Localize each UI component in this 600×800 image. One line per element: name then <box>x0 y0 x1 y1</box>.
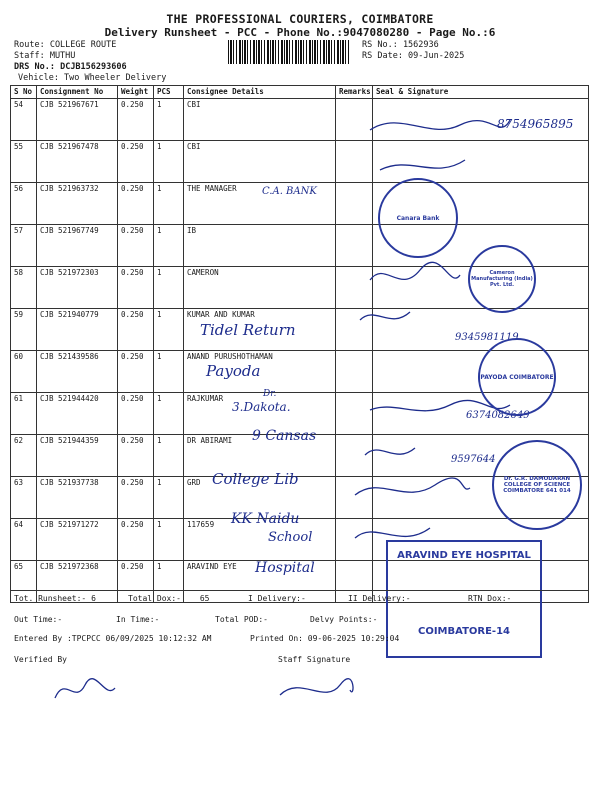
verifier-signature <box>55 679 115 698</box>
company-title: THE PROFESSIONAL COURIERS, COIMBATORE <box>166 12 434 26</box>
total-dox-label: Total Dox:- <box>128 594 181 603</box>
cell-consignee: ARAVIND EYE <box>184 561 336 603</box>
i-delivery: I Delivery:- <box>248 594 306 603</box>
handwriting-r59: Tidel Return <box>200 321 296 339</box>
tot-runsheet: Tot. Runsheet:- 6 <box>14 594 96 603</box>
cell-weight: 0.250 <box>118 393 154 435</box>
handwriting-r64b: School <box>268 530 313 545</box>
rtn-dox: RTN Dox:- <box>468 594 512 603</box>
cell-weight: 0.250 <box>118 141 154 183</box>
cell-consignee: ANAND PURUSHOTHAMAN <box>184 351 336 393</box>
handwritten-phone-2: 9345981119 <box>455 332 519 343</box>
cell-consignment-no: CJB 521967671 <box>37 99 118 141</box>
barcode <box>228 40 350 64</box>
cell-pcs: 1 <box>154 561 184 603</box>
college-stamp-name: Dr. G.R. DAMODARAN COLLEGE OF SCIENCE <box>503 476 571 488</box>
signature-r62 <box>365 448 415 455</box>
footer-signatures <box>50 670 380 710</box>
handwritten-phone-3: 6374082649 <box>466 410 530 421</box>
rs-number: RS No.: 1562936 <box>362 40 439 50</box>
cell-consignee: THE MANAGER <box>184 183 336 225</box>
signature-r63 <box>355 478 470 495</box>
cell-sno: 54 <box>11 99 37 141</box>
cell-consignment-no: CJB 521967478 <box>37 141 118 183</box>
handwriting-r61b: 3.Dakota. <box>232 400 291 414</box>
cell-consignee: GRD <box>184 477 336 519</box>
handwriting-r61a: Dr. <box>263 389 277 399</box>
handwritten-phone-1: 8754965895 <box>497 117 574 131</box>
cell-pcs: 1 <box>154 351 184 393</box>
cell-sno: 59 <box>11 309 37 351</box>
cell-weight: 0.250 <box>118 435 154 477</box>
entered-by: Entered By :TPCPCC 06/09/2025 10:12:32 AM <box>14 634 212 643</box>
handwriting-r63: College Lib <box>212 470 299 488</box>
staff-signature-mark <box>280 679 353 695</box>
staff-label: Staff: MUTHU <box>14 51 76 61</box>
cell-consignment-no: CJB 521944420 <box>37 393 118 435</box>
cell-consignment-no: CJB 521439586 <box>37 351 118 393</box>
cell-sno: 55 <box>11 141 37 183</box>
canara-bank-stamp <box>378 178 458 258</box>
cell-sno: 56 <box>11 183 37 225</box>
cell-pcs: 1 <box>154 267 184 309</box>
in-time: In Time:- <box>116 615 160 624</box>
cell-weight: 0.250 <box>118 225 154 267</box>
handwriting-r64a: KK Naidu <box>231 511 300 527</box>
cell-sno: 61 <box>11 393 37 435</box>
col-consignee: Consignee Details <box>184 86 336 99</box>
handwriting-r60: Payoda <box>206 362 261 380</box>
aravind-stamp-title: ARAVIND EYE HOSPITAL <box>397 550 531 561</box>
cell-consignment-no: CJB 521972303 <box>37 267 118 309</box>
cell-consignment-no: CJB 521967749 <box>37 225 118 267</box>
cell-sno: 60 <box>11 351 37 393</box>
cell-weight: 0.250 <box>118 519 154 561</box>
cell-weight: 0.250 <box>118 477 154 519</box>
col-consignment: Consignment No <box>37 86 118 99</box>
cell-weight: 0.250 <box>118 99 154 141</box>
col-seal: Seal & Signature <box>373 86 589 99</box>
cell-pcs: 1 <box>154 225 184 267</box>
cell-consignment-no: CJB 521937738 <box>37 477 118 519</box>
table-header-row <box>11 86 589 99</box>
rs-date: RS Date: 09-Jun-2025 <box>362 51 465 61</box>
col-sno: S No <box>11 86 37 99</box>
cell-pcs: 1 <box>154 393 184 435</box>
cell-weight: 0.250 <box>118 561 154 603</box>
cell-pcs: 1 <box>154 435 184 477</box>
cell-consignment-no: CJB 521944359 <box>37 435 118 477</box>
handwritten-phone-4: 9597644 <box>451 454 496 465</box>
signature-r64 <box>355 528 430 538</box>
total-dox <box>128 594 209 603</box>
cell-sno: 63 <box>11 477 37 519</box>
college-stamp <box>492 440 582 530</box>
cameron-stamp <box>468 245 536 313</box>
cell-consignment-no: CJB 521971272 <box>37 519 118 561</box>
handwriting-r62: 9 Cansas <box>252 428 317 444</box>
cell-pcs: 1 <box>154 141 184 183</box>
col-weight: Weight <box>118 86 154 99</box>
cell-pcs: 1 <box>154 183 184 225</box>
cell-consignee: CAMERON <box>184 267 336 309</box>
cell-sno: 58 <box>11 267 37 309</box>
verified-by: Verified By <box>14 655 67 664</box>
cell-consignment-no: CJB 521940779 <box>37 309 118 351</box>
aravind-stamp-city: COIMBATORE-14 <box>417 626 511 637</box>
college-stamp-text <box>494 476 580 494</box>
payoda-stamp <box>478 338 556 416</box>
vehicle-label: Vehicle: Two Wheeler Delivery <box>18 73 167 83</box>
cell-consignee: IB <box>184 225 336 267</box>
cell-consignee: RAJKUMAR <box>184 393 336 435</box>
handwriting-r56: C.A. BANK <box>262 186 317 197</box>
cell-consignee: CBI <box>184 99 336 141</box>
cell-consignee: CBI <box>184 141 336 183</box>
college-stamp-city: COIMBATORE 641 014 <box>503 488 571 494</box>
col-pcs: PCS <box>154 86 184 99</box>
drs-number <box>14 62 127 72</box>
cell-weight: 0.250 <box>118 309 154 351</box>
cell-weight: 0.250 <box>118 267 154 309</box>
total-pod: Total POD:- <box>215 615 268 624</box>
footer-divider <box>10 590 588 591</box>
signature-r58 <box>370 262 460 280</box>
cell-pcs: 1 <box>154 519 184 561</box>
cell-sno: 64 <box>11 519 37 561</box>
cell-sno: 62 <box>11 435 37 477</box>
signature-r54 <box>370 120 510 130</box>
canara-bank-stamp-text: Canara Bank <box>396 214 440 222</box>
cell-sno: 57 <box>11 225 37 267</box>
drs-value: DCJB156293606 <box>60 62 127 72</box>
runsheet-subtitle: Delivery Runsheet - PCC - Phone No.:9047080280 - Page No.:6 <box>104 26 496 39</box>
cell-consignee: 117659 <box>184 519 336 561</box>
payoda-stamp-text: PAYODA COIMBATORE <box>480 373 554 381</box>
cameron-stamp-text: Cameron Manufacturing (India) Pvt. Ltd. <box>471 270 533 288</box>
cell-consignee: KUMAR AND KUMAR <box>184 309 336 351</box>
signature-r55 <box>380 160 465 170</box>
handwriting-r65: Hospital <box>255 560 315 576</box>
route-label: Route: COLLEGE ROUTE <box>14 40 117 50</box>
cell-consignee: DR ABIRAMI <box>184 435 336 477</box>
cell-weight: 0.250 <box>118 183 154 225</box>
cell-pcs: 1 <box>154 477 184 519</box>
out-time: Out Time:- <box>14 615 63 624</box>
cell-consignment-no: CJB 521972368 <box>37 561 118 603</box>
staff-signature: Staff Signature <box>278 655 351 664</box>
cell-sno: 65 <box>11 561 37 603</box>
cell-pcs: 1 <box>154 309 184 351</box>
ii-delivery: II Delivery:- <box>348 594 411 603</box>
delvy-points: Delvy Points:- <box>310 615 378 624</box>
cell-consignment-no: CJB 521963732 <box>37 183 118 225</box>
drs-label: DRS No.: <box>14 62 55 72</box>
printed-on: Printed On: 09-06-2025 10:29:04 <box>250 634 400 643</box>
cell-weight: 0.250 <box>118 351 154 393</box>
cell-pcs: 1 <box>154 99 184 141</box>
signature-r59 <box>360 312 410 320</box>
col-remarks: Remarks <box>336 86 373 99</box>
total-dox-value: 65 <box>199 594 210 603</box>
